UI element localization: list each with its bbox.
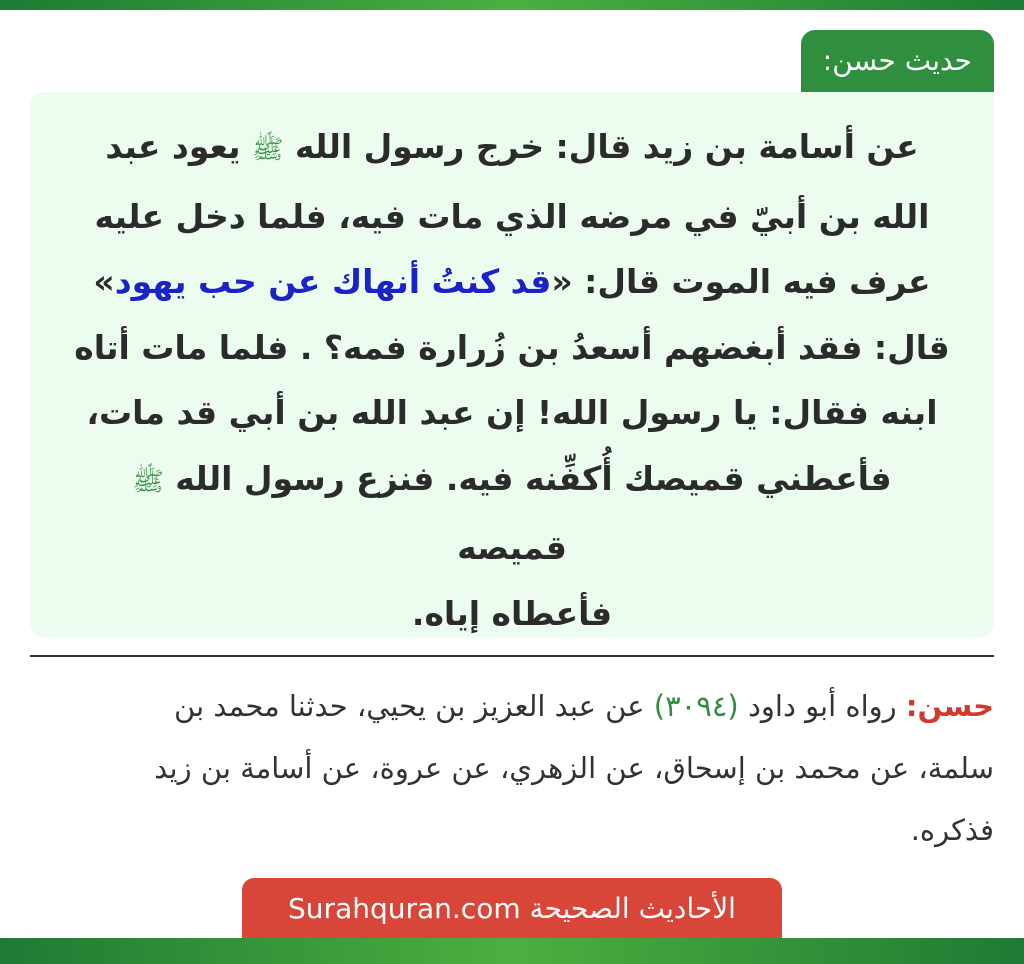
prophet-quote: قد كنتُ أنهاك عن حب يهود: [114, 262, 552, 301]
takhrij-text: [30, 675, 994, 861]
hadith-text: يعود عبد: [105, 127, 241, 166]
hadith-line: [50, 249, 974, 315]
hadith-line: فأعطاه إياه.: [411, 593, 613, 633]
grade-label: حسن:: [905, 689, 994, 723]
hadith-line: [50, 114, 974, 184]
hadith-text-box: [30, 92, 994, 637]
hadith-text: عرف فيه الموت قال: «: [551, 262, 931, 301]
hadith-grade-tab: حديث حسن:: [801, 30, 994, 92]
salawat-icon: ﷺ: [132, 466, 164, 497]
salawat-icon: ﷺ: [252, 135, 284, 165]
takhrij-segment: رواه أبو داود: [738, 689, 906, 723]
takhrij-segment: عن عبد العزيز بن يحيي، حدثنا محمد بن: [174, 689, 654, 723]
takhrij-line: [30, 675, 994, 737]
source-site-label: الأحاديث الصحيحة Surahquran.com: [242, 878, 782, 938]
hadith-line: قميصه: [457, 528, 567, 567]
section-divider: [30, 655, 994, 657]
hadith-line: [50, 446, 974, 516]
top-green-bar: [0, 0, 1024, 10]
takhrij-line: فذكره.: [910, 813, 994, 847]
hadith-text: عن أسامة بن زيد قال: خرج رسول الله: [294, 127, 919, 166]
takhrij-line: سلمة، عن محمد بن إسحاق، عن الزهري، عن عروة، عن أسامة بن زيد: [154, 751, 994, 785]
hadith-line: ابنه فقال: يا رسول الله! إن عبد الله بن أبي قد مات،: [86, 393, 938, 432]
hadith-line: الله بن أبيّ في مرضه الذي مات فيه، فلما دخل عليه: [94, 196, 930, 236]
bottom-green-bar: [0, 938, 1024, 964]
hadith-text: فأعطني قميصك أُكفِّنه فيه. فنزع رسول الله: [175, 458, 892, 498]
hadith-text: »: [93, 262, 115, 301]
hadith-number: (٣٠٩٤): [653, 689, 739, 723]
hadith-line: قال: فقد أبغضهم أسعدُ بن زُرارة فمه؟ . فلما مات أتاه: [74, 327, 950, 367]
